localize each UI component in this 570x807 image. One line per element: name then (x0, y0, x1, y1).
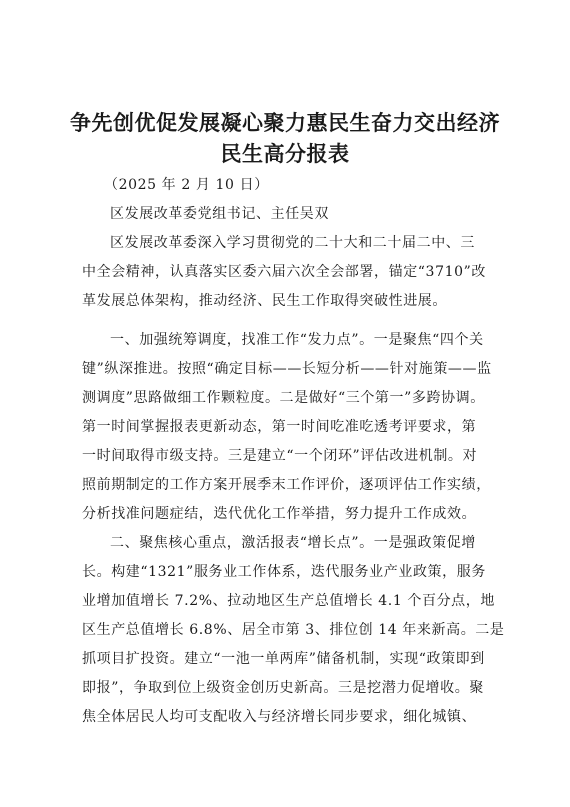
paragraph-line: 区生产总值增长 6.8%、居全市第 3、排位创 14 年来新高。二是 (82, 622, 505, 638)
paragraph-line: 区发展改革委深入学习贯彻党的二十大和二十届二中、三 (110, 235, 475, 251)
paragraph-line: 一时间取得市级支持。三是建立“一个闭环”评估改进机制。对 (82, 448, 478, 464)
paragraph-line: 中全会精神，认真落实区委六届六次全会部署，锚定“3710”改 (82, 264, 486, 280)
paragraph-line: 照前期制定的工作方案开展季末工作评价，逐项评估工作实绩， (82, 477, 491, 493)
paragraph-line: 第一时间掌握报表更新动态，第一时间吃准吃透考评要求，第 (82, 419, 477, 435)
paragraph-line: 键”纵深推进。按照“确定目标——长短分析——针对施策——监 (82, 361, 492, 377)
paragraph-line: 焦全体居民人均可支配收入与经济增长同步要求，细化城镇、 (82, 709, 477, 725)
paragraph-line: 革发展总体架构，推动经济、民生工作取得突破性进展。 (82, 293, 447, 309)
paragraph-line: 抓项目扩投资。建立“一池一单两库”储备机制，实现“政策即到 (82, 651, 485, 667)
paragraph-line: 分析找准问题症结，迭代优化工作举措，努力提升工作成效。 (82, 506, 477, 522)
document-author: 区发展改革委党组书记、主任吴双 (110, 206, 329, 222)
document-title-line-1: 争先创优促发展凝心聚力惠民生奋力交出经济 (70, 111, 500, 135)
paragraph-line: 一、加强统筹调度，找准工作“发力点”。一是聚焦“四个关 (110, 332, 484, 348)
paragraph-line: 测调度”思路做细工作颗粒度。二是做好“三个第一”多跨协调。 (82, 390, 485, 406)
paragraph-line: 长。构建“1321”服务业工作体系，迭代服务业产业政策，服务 (82, 564, 486, 580)
document-date: （2025 年 2 月 10 日） (104, 177, 269, 193)
paragraph-line: 业增加值增长 7.2%、拉动地区生产总值增长 4.1 个百分点，地 (82, 593, 495, 609)
paragraph-line: 二、聚焦核心重点，激活报表“增长点”。一是强政策促增 (110, 535, 476, 551)
paragraph-line: 即报”，争取到位上级资金创历史新高。三是挖潜力促增收。聚 (82, 680, 484, 696)
document-title-line-2: 民生高分报表 (220, 142, 350, 166)
